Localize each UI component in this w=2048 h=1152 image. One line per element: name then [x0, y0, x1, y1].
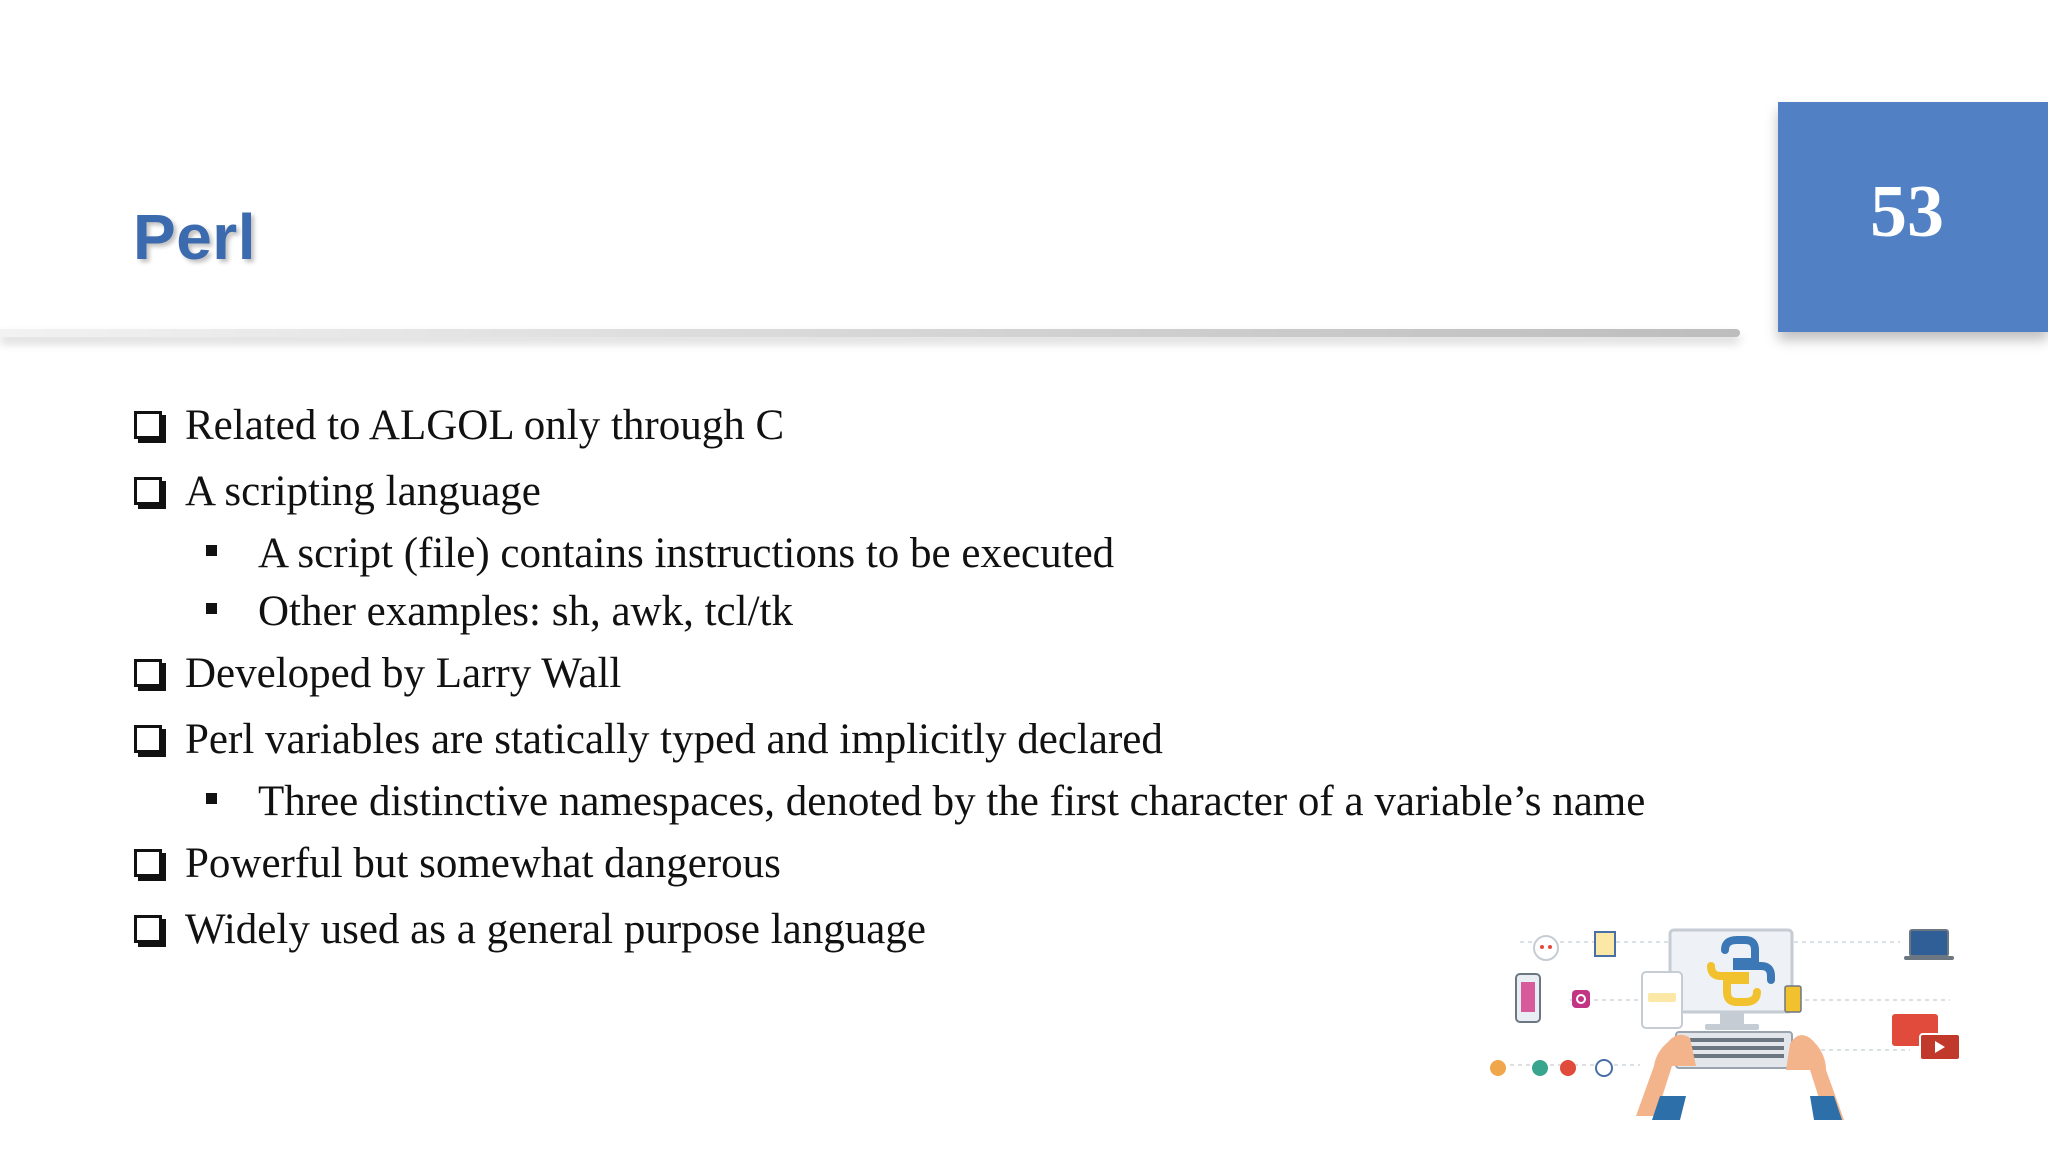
sub-bullet-item: [130, 773, 1770, 831]
bullet-text: A scripting language: [185, 468, 541, 515]
python-developer-illustration: [1480, 920, 2000, 1120]
user-icon: [1532, 1060, 1548, 1076]
square-bullet-icon: [206, 603, 217, 614]
monitor-icon: [1670, 930, 1792, 1030]
user-icon: [1490, 1060, 1506, 1076]
bullet-text: Perl variables are statically typed and implicitly declared: [185, 716, 1163, 763]
title-divider: [0, 329, 1740, 337]
instagram-icon: [1572, 990, 1590, 1008]
bullet-text: Widely used as a general purpose language: [185, 906, 926, 953]
document-icon: [1595, 932, 1615, 956]
bullet-text: Powerful but somewhat dangerous: [185, 840, 781, 887]
bullet-item: [130, 459, 1770, 525]
sub-bullet-item: [130, 525, 1770, 583]
checkbox-bullet-icon: [134, 659, 162, 687]
sub-bullet-text: Other examples: sh, awk, tcl/tk: [258, 588, 793, 635]
sub-bullet-text: Three distinctive namespaces, denoted by the first character of a variable’s name: [258, 778, 1646, 825]
checkbox-bullet-icon: [134, 725, 162, 753]
sub-bullet-item: [130, 583, 1770, 641]
bullet-text: Related to ALGOL only through C: [185, 402, 785, 449]
bullet-item: [130, 707, 1770, 773]
building-icon: [1596, 1060, 1612, 1076]
robot-icon: [1534, 936, 1558, 960]
sub-bullet-text: A script (file) contains instructions to be executed: [258, 530, 1115, 577]
slide-title: Perl: [133, 201, 256, 273]
user-icon: [1560, 1060, 1576, 1076]
bullet-item: [130, 831, 1770, 897]
square-bullet-icon: [206, 793, 217, 804]
checkbox-bullet-icon: [134, 849, 162, 877]
bullet-text: Developed by Larry Wall: [185, 650, 622, 697]
bullet-list: [130, 393, 1770, 963]
laptop-icon: [1910, 930, 1948, 956]
bullet-item: [130, 393, 1770, 459]
checkbox-bullet-icon: [134, 477, 162, 505]
square-bullet-icon: [206, 545, 217, 556]
bullet-item: [130, 641, 1770, 707]
page-number: 53: [1870, 170, 1944, 253]
page-number-box: [1778, 102, 2048, 332]
checkbox-bullet-icon: [134, 915, 162, 943]
checkbox-bullet-icon: [134, 411, 162, 439]
